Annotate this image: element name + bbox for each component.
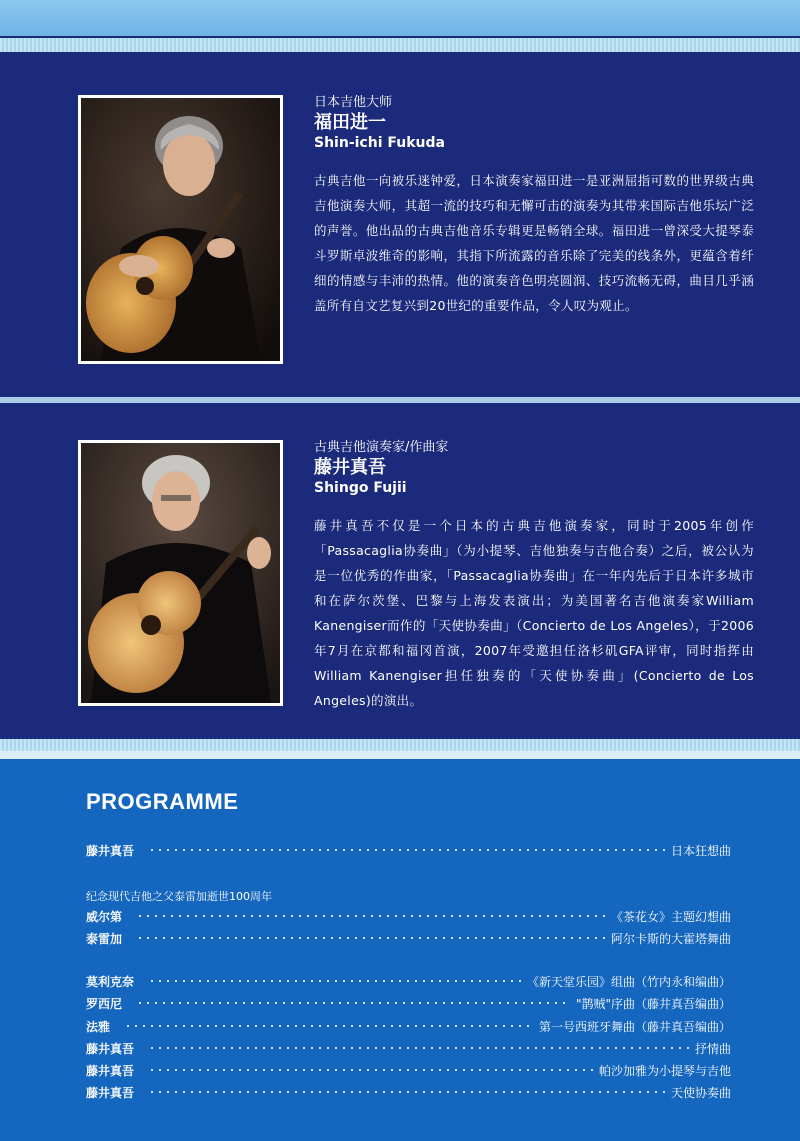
programme-item bbox=[86, 972, 731, 990]
dot-leader bbox=[136, 937, 605, 939]
programme-note: 纪念现代吉他之父泰雷加逝世100周年 bbox=[86, 890, 272, 903]
artist-bio-text: 藤井真吾不仅是一个日本的古典吉他演奏家，同时于2005年创作「Passacaglia协奏曲」（为小提琴、吉他独奏与吉他合奏）之后，被公认为是一位优秀的作曲家，「Passacaglia协奏曲」在一年内先后于日本许多城市和在萨尔茨堡、巴黎与上海发表演出；为美国著名吉他演奏家William Kanengiser而作的「天使协奏曲」（Concierto de Los Angeles），于2006年7月在京都和福冈首演，2007年受邀担任洛杉矶GFA评审，同时指挥由William Kanengiser担任独奏的「天使协奏曲」(Concierto de Los Angeles)的演出。 bbox=[314, 518, 754, 708]
artist-section-fukuda bbox=[0, 52, 800, 397]
programme-item bbox=[86, 1017, 731, 1035]
dot-leader bbox=[148, 1047, 689, 1049]
dot-leader bbox=[148, 1091, 665, 1093]
composer-name: 莫利克奈 bbox=[86, 974, 135, 989]
programme-item bbox=[86, 1039, 731, 1057]
artist-name-cn: 福田进一 bbox=[314, 112, 386, 133]
composer-name: 威尔第 bbox=[86, 909, 123, 924]
light-band bbox=[0, 751, 800, 759]
dot-leader bbox=[148, 849, 665, 851]
programme-item bbox=[86, 929, 731, 947]
piece-title: 帕沙加雅为小提琴与吉他 bbox=[598, 1063, 731, 1078]
artist-bio-block bbox=[314, 95, 754, 318]
artist-name-en: Shin-ichi Fukuda bbox=[314, 135, 445, 151]
programme-item bbox=[86, 1061, 731, 1079]
programme-item bbox=[86, 907, 731, 925]
programme-item bbox=[86, 841, 731, 859]
piece-title: 第一号西班牙舞曲（藤井真吾编曲） bbox=[538, 1019, 731, 1034]
artist-name-cn: 藤井真吾 bbox=[314, 457, 386, 478]
piece-title: "鹊贼"序曲（藤井真吾编曲） bbox=[575, 996, 731, 1011]
programme-title: PROGRAMME bbox=[86, 789, 239, 814]
dot-leader bbox=[148, 1069, 593, 1071]
bottom-stripe bbox=[0, 739, 800, 751]
artist-photo-fukuda bbox=[78, 95, 283, 364]
composer-name: 罗西尼 bbox=[86, 996, 123, 1011]
artist-photo-fujii bbox=[78, 440, 283, 706]
programme-item bbox=[86, 1083, 731, 1101]
dot-leader bbox=[136, 915, 605, 917]
programme-section bbox=[0, 759, 800, 1141]
artist-role: 日本吉他大师 bbox=[314, 95, 393, 110]
artist-bio-text: 古典吉他一向被乐迷钟爱，日本演奏家福田进一是亚洲屈指可数的世界级古典吉他演奏大师，其超一流的技巧和无懈可击的演奏为其带来国际吉他乐坛广泛的声誉。他出品的古典吉他音乐专辑更是畅销全球。福田进一曾深受大提琴泰斗罗斯卓波维奇的影响，其指下所流露的音乐除了完美的线条外，更蕴含着纤细的情感与丰沛的热情。他的演奏音色明亮圆润、技巧流畅无碍，曲目几乎涵盖所有自文艺复兴到20世纪的重要作品，令人叹为观止。 bbox=[314, 173, 754, 313]
composer-name: 藤井真吾 bbox=[86, 843, 135, 858]
piece-title: 日本狂想曲 bbox=[670, 843, 731, 858]
dot-leader bbox=[136, 1002, 570, 1004]
piece-title: 《新天堂乐园》组曲（竹内永和编曲） bbox=[526, 974, 731, 989]
piece-title: 天使协奏曲 bbox=[670, 1085, 731, 1100]
dot-leader bbox=[148, 980, 521, 982]
artist-bio-block bbox=[314, 440, 754, 713]
piece-title: 阿尔卡斯的大霍塔舞曲 bbox=[610, 931, 731, 946]
artist-section-fujii bbox=[0, 403, 800, 739]
dot-leader bbox=[124, 1025, 533, 1027]
artist-role: 古典吉他演奏家/作曲家 bbox=[314, 440, 449, 455]
top-stripe bbox=[0, 38, 800, 52]
artist-name-en: Shingo Fujii bbox=[314, 480, 407, 496]
composer-name: 泰雷加 bbox=[86, 931, 123, 946]
composer-name: 藤井真吾 bbox=[86, 1063, 135, 1078]
composer-name: 法雅 bbox=[86, 1019, 111, 1034]
top-color-band bbox=[0, 0, 800, 36]
composer-name: 藤井真吾 bbox=[86, 1085, 135, 1100]
piece-title: 《茶花女》主题幻想曲 bbox=[610, 909, 731, 924]
piece-title: 抒情曲 bbox=[694, 1041, 731, 1056]
composer-name: 藤井真吾 bbox=[86, 1041, 135, 1056]
programme-item bbox=[86, 994, 731, 1012]
